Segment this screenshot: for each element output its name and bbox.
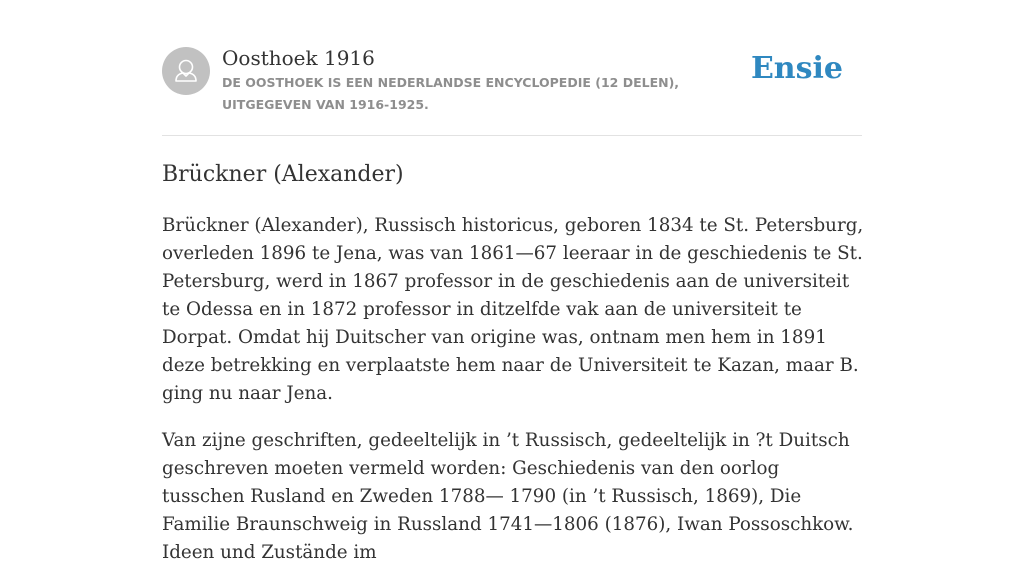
user-silhouette-icon — [162, 47, 210, 95]
article-paragraph: Brückner (Alexander), Russisch historicus, geboren 1834 te St. Petersburg, overleden 1896 te Jena, was van 1861—67 leeraar in de geschiedenis te St. Petersburg, werd in 1867 professor in de geschiedenis aan de universiteit te Odessa en in 1872 professor in ditzelfde vak aan de universiteit te Dorpat. Omdat hij Duitscher van origine was, ontnam men hem in 1891 deze betrekking en verplaatste hem naar de Universiteit te Kazan, maar B. ging nu naar Jena. — [162, 215, 864, 404]
article-body — [162, 212, 864, 586]
source-header — [162, 46, 862, 116]
source-description: DE OOSTHOEK IS EEN NEDERLANDSE ENCYCLOPEDIE (12 DELEN), UITGEGEVEN VAN 1916-1925. — [222, 75, 680, 112]
avatar[interactable] — [162, 47, 210, 95]
brand-logo[interactable]: Ensie — [750, 51, 843, 86]
source-name[interactable]: Oosthoek 1916 — [222, 46, 375, 70]
header-divider — [162, 135, 862, 136]
article-title: Brückner (Alexander) — [162, 162, 404, 187]
article-paragraph: Van zijne geschriften, gedeeltelijk in ’t Russisch, gedeeltelijk in ?t Duitsch geschreven moeten vermeld worden: Geschiedenis van den oorlog tusschen Rusland en Zweden 1788— 1790 (in ’t Russisch, 1869), Die Familie Braunschweig in Russland 1741—1806 (1876), Iwan Possoschkow. Ideen und Zustände im — [162, 430, 854, 563]
